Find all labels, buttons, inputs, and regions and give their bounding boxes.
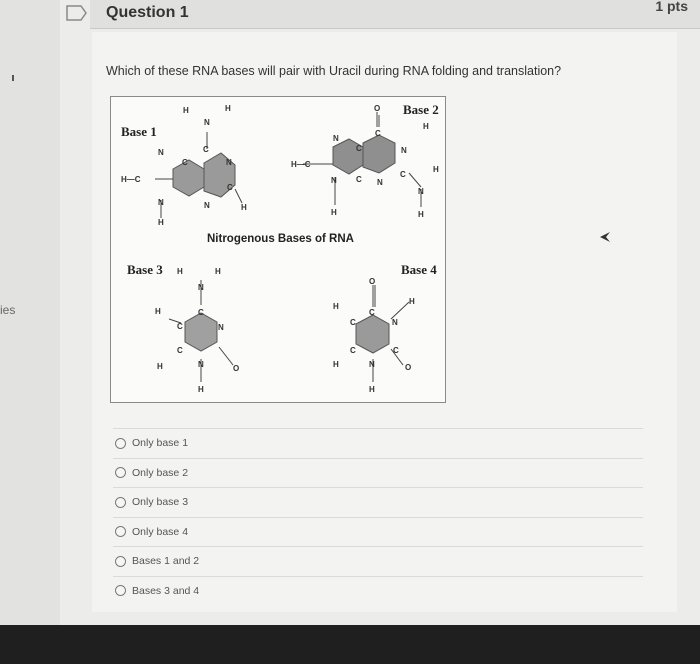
base4-o-bottom: O <box>405 363 412 372</box>
base4-h-bottom-left: H <box>333 360 339 369</box>
sidebar-marker <box>12 75 14 81</box>
base3-c4: C <box>198 308 204 317</box>
option-bases-3-and-4[interactable] <box>113 576 643 606</box>
question-points: 1 pts <box>655 0 688 14</box>
base2-c6: C <box>375 129 381 138</box>
base2-label: Base 2 <box>403 102 439 117</box>
base3-h-top-right: H <box>215 267 221 276</box>
base3-n3: N <box>218 323 224 332</box>
base3-h-bottom-left: H <box>157 362 163 371</box>
base3-c5: C <box>177 322 183 331</box>
base4-h-top: H <box>409 297 415 306</box>
base1-h-top-right: H <box>225 104 231 113</box>
base1-h-top-left: H <box>183 106 189 115</box>
option-label: Bases 3 and 4 <box>132 584 200 597</box>
radio-button[interactable] <box>115 438 126 449</box>
base4-c2: C <box>393 346 399 355</box>
base4-h-bottom: H <box>369 385 375 394</box>
base1-h-bottom: H <box>158 218 164 227</box>
option-label: Bases 1 and 2 <box>132 555 200 568</box>
base2-c5: C <box>356 144 362 153</box>
radio-button[interactable] <box>115 556 126 567</box>
radio-button[interactable] <box>115 497 126 508</box>
option-label: Only base 3 <box>132 496 189 509</box>
base2-h-bottom: H <box>331 208 337 217</box>
base4-ring <box>356 315 389 353</box>
base3-ring <box>185 313 217 351</box>
figure-caption: Nitrogenous Bases of RNA <box>207 233 354 245</box>
base2-n7: N <box>333 134 339 143</box>
base2-ring-right <box>363 135 395 173</box>
base2-h-amine: H <box>418 210 424 219</box>
question-title: Question 1 <box>106 4 189 21</box>
base2-n1: N <box>401 146 407 155</box>
base1-c4: C <box>227 183 233 192</box>
base2-o: O <box>374 104 381 113</box>
base2-n-amine: N <box>418 187 424 196</box>
base1-n3: N <box>158 198 164 207</box>
base2-n9: N <box>331 176 337 185</box>
radio-button[interactable] <box>115 526 126 537</box>
base4-n3: N <box>392 318 398 327</box>
option-only-base-3[interactable] <box>113 487 643 517</box>
option-only-base-4[interactable] <box>113 517 643 547</box>
option-label: Only base 4 <box>132 525 189 538</box>
base3-n-amine: N <box>198 283 204 292</box>
base4-label: Base 4 <box>401 262 437 277</box>
base2-n3: N <box>377 178 383 187</box>
rna-bases-figure <box>110 96 446 403</box>
radio-button[interactable] <box>115 585 126 596</box>
base1-n1: N <box>158 148 164 157</box>
base2-c2: C <box>400 170 406 179</box>
base3-h-bottom: H <box>198 385 204 394</box>
option-only-base-2[interactable] <box>113 458 643 488</box>
base3-o: O <box>233 364 240 373</box>
bottom-bar <box>0 625 700 664</box>
base3-n1: N <box>198 360 204 369</box>
base4-o-top: O <box>369 277 376 286</box>
option-bases-1-and-2[interactable] <box>113 546 643 576</box>
base4-h-left: H <box>333 302 339 311</box>
base3-h-left: H <box>155 307 161 316</box>
base4-c4: C <box>369 308 375 317</box>
base4-c6: C <box>350 346 356 355</box>
left-sidebar <box>0 0 60 664</box>
base4-n1: N <box>369 360 375 369</box>
base4-c5: C <box>350 318 356 327</box>
base1-n9: N <box>204 201 210 210</box>
mouse-cursor-icon <box>599 231 611 243</box>
base3-c6: C <box>177 346 183 355</box>
base3-h-top-left: H <box>177 267 183 276</box>
base1-h-bottom-right: H <box>241 203 247 212</box>
question-prompt: Which of these RNA bases will pair with Uracil during RNA folding and translation? <box>106 64 562 78</box>
base2-hc: H—C <box>291 160 311 169</box>
base1-label: Base 1 <box>121 124 157 139</box>
answer-options <box>113 428 643 605</box>
base2-h-right: H <box>433 165 439 174</box>
base1-n7: N <box>226 158 232 167</box>
base1-ring-left <box>173 160 204 196</box>
base2-h-top: H <box>423 122 429 131</box>
radio-button[interactable] <box>115 467 126 478</box>
base1-n-amine: N <box>204 118 210 127</box>
sidebar-partial-label[interactable]: ies <box>0 303 16 317</box>
base1-c5: C <box>182 158 188 167</box>
option-only-base-1[interactable] <box>113 428 643 458</box>
option-label: Only base 2 <box>132 466 189 479</box>
option-label: Only base 1 <box>132 437 189 450</box>
base3-label: Base 3 <box>127 262 163 277</box>
bookmark-flag-icon[interactable] <box>66 5 88 21</box>
base2-c8: C <box>356 175 362 184</box>
base1-hc: H—C <box>121 175 141 184</box>
base1-c6: C <box>203 145 209 154</box>
